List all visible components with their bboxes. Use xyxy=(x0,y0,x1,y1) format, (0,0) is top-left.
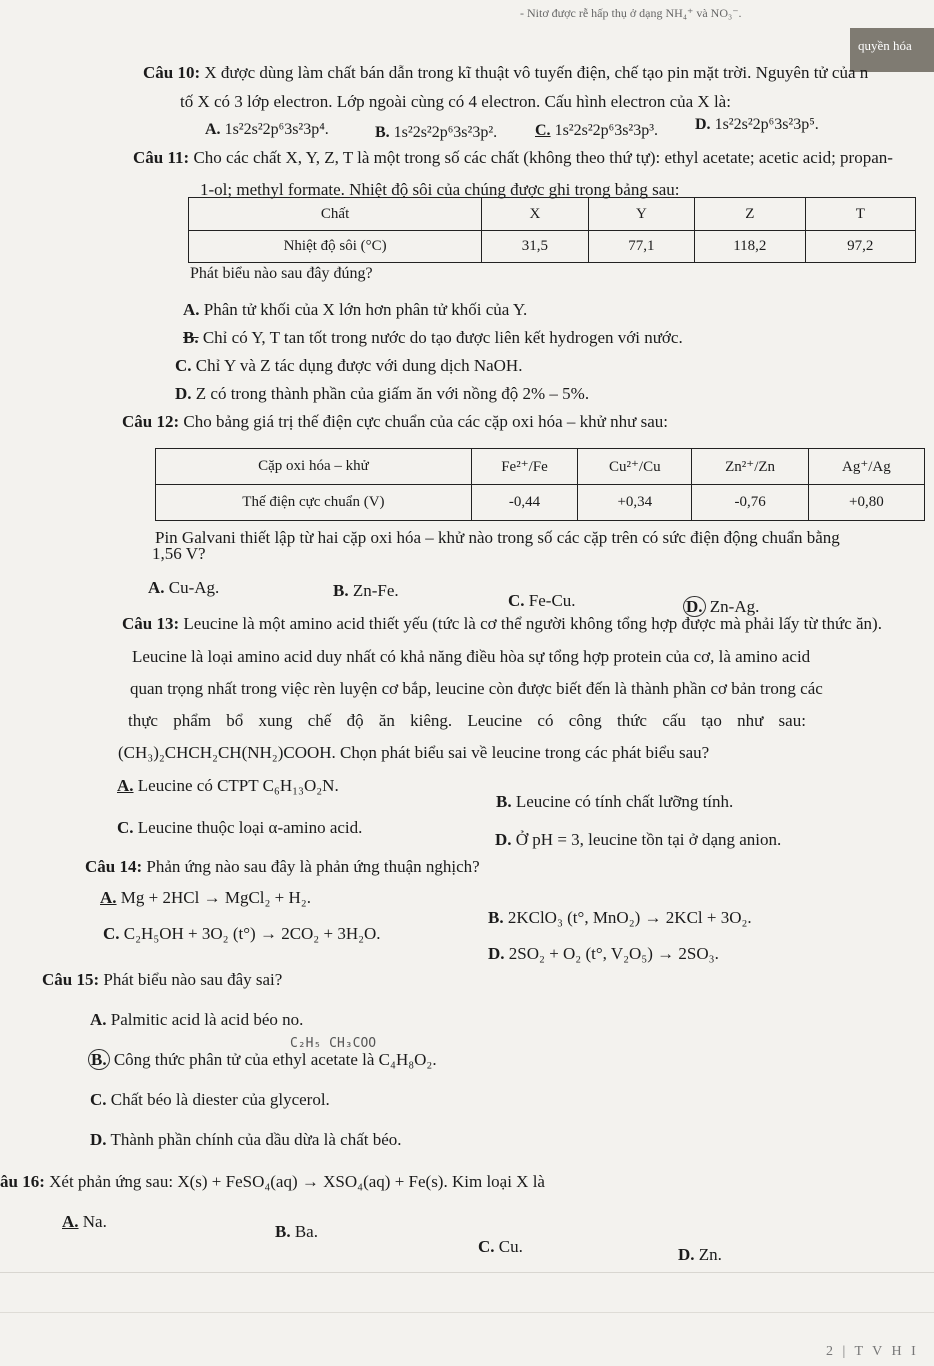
q12-option-c: C. Fe-Cu. xyxy=(508,591,576,610)
q13-text4: thực phẩm bổ xung chế độ ăn kiêng. Leucine có công thức cấu tạo như sau: xyxy=(128,711,806,730)
page-footer-fragment: 2 | T V H I xyxy=(826,1344,919,1359)
table-row-label: Thế điện cực chuẩn (V) xyxy=(156,485,472,521)
q15-option-d: D. Thành phần chính của dầu dừa là chất béo. xyxy=(90,1130,402,1149)
q12-option-a: A. Cu-Ag. xyxy=(148,578,220,597)
q16-option-a: A. Na. xyxy=(62,1212,107,1231)
q16-option-d: D. Zn. xyxy=(678,1245,722,1264)
q11-option-c: C. Chỉ Y và Z tác dụng được với dung dịch NaOH. xyxy=(175,356,523,375)
paper-fold-line xyxy=(0,1312,934,1313)
q15-label: Câu 15: xyxy=(42,970,100,989)
q13-option-d: D. Ở pH = 3, leucine tồn tại ở dạng anion. xyxy=(495,830,782,849)
q15-option-b: B. Công thức phân tử của ethyl acetate là C₄H₈O₂. xyxy=(88,1050,437,1070)
q14-option-b: B. 2KClO₃ (t°, MnO₂) → 2KCl + 3O₂. xyxy=(488,908,752,927)
q15-option-c: C. Chất béo là diester của glycerol. xyxy=(90,1090,330,1109)
table-header: Chất xyxy=(189,198,482,231)
q12-text2: Pin Galvani thiết lập từ hai cặp oxi hóa – khử nào trong số các cặp trên có sức điện động chuẩn bằng xyxy=(155,528,840,547)
q11-option-a: A. Phân tử khối của X lớn hơn phân tử khối của Y. xyxy=(183,300,528,319)
table-header: X xyxy=(482,198,588,231)
q13-text1: Leucine là một amino acid thiết yếu (tức là cơ thể người không tổng hợp được mà phải lấy từ thức ăn). xyxy=(183,614,882,633)
table-row-label: Nhiệt độ sôi (°C) xyxy=(189,231,482,263)
q12-line1 xyxy=(122,412,668,432)
q13-text2: Leucine là loại amino acid duy nhất có khả năng điều hòa sự tổng hợp protein của cơ, là amino acid xyxy=(132,647,811,666)
table-cell: 77,1 xyxy=(588,231,694,263)
q10-label: Câu 10: xyxy=(143,63,201,82)
q16-line1 xyxy=(0,1172,545,1192)
q14-line1 xyxy=(85,857,480,877)
q11-label: Câu 11: xyxy=(133,148,190,167)
q16-option-b: B. Ba. xyxy=(275,1222,318,1241)
q11-text2: 1-ol; methyl formate. Nhiệt độ sôi của chúng được ghi trong bảng sau: xyxy=(200,180,680,199)
table-header: Zn²⁺/Zn xyxy=(692,449,808,485)
q10-option-d: D. 1s²2s²2p⁶3s²3p⁵. xyxy=(695,116,819,133)
table-cell: 118,2 xyxy=(695,231,805,263)
table-cell: +0,80 xyxy=(808,485,924,521)
q12-text3: 1,56 V? xyxy=(152,544,206,563)
q12-label: Câu 12: xyxy=(122,412,180,431)
q10-option-a: A. 1s²2s²2p⁶3s²3p⁴. xyxy=(205,121,329,138)
table-header: Cu²⁺/Cu xyxy=(578,449,692,485)
paper-fold-line xyxy=(0,1272,934,1273)
boiling-point-table xyxy=(188,197,916,263)
q13-label: Câu 13: xyxy=(122,614,180,633)
table-cell: +0,34 xyxy=(578,485,692,521)
q11-text1: Cho các chất X, Y, Z, T là một trong số các chất (không theo thứ tự): ethyl acetate; acetic acid; propan- xyxy=(193,148,893,167)
table-header: Ag⁺/Ag xyxy=(808,449,924,485)
q14-text: Phản ứng nào sau đây là phản ứng thuận nghịch? xyxy=(146,857,480,876)
table-header: Cặp oxi hóa – khử xyxy=(156,449,472,485)
q16-text: Xét phản ứng sau: X(s) + FeSO₄(aq) → XSO₄(aq) + Fe(s). Kim loại X là xyxy=(49,1172,545,1191)
q14-option-c: C. C₂H₅OH + 3O₂ (t°) → 2CO₂ + 3H₂O. xyxy=(103,924,381,943)
q14-option-d: D. 2SO₂ + O₂ (t°, V₂O₅) → 2SO₃. xyxy=(488,944,719,963)
electrode-potential-table xyxy=(155,448,925,521)
q10-option-b: B. 1s²2s²2p⁶3s²3p². xyxy=(375,124,498,141)
q15-line1 xyxy=(42,970,282,990)
q11-line1 xyxy=(133,148,893,168)
q13-text3: quan trọng nhất trong việc rèn luyện cơ bắp, leucine còn được biết đến là thành phần cơ bản trong các xyxy=(130,679,823,698)
handwritten-annotation: C₂H₅ CH₃COO xyxy=(290,1036,377,1051)
q11-option-b: B. Chỉ có Y, T tan tốt trong nước do tạo được liên kết hydrogen với nước. xyxy=(183,328,683,347)
table-cell: -0,76 xyxy=(692,485,808,521)
q14-label: Câu 14: xyxy=(85,857,143,876)
q11-prompt: Phát biểu nào sau đây đúng? xyxy=(190,265,373,282)
q13-option-c: C. Leucine thuộc loại α-amino acid. xyxy=(117,818,363,837)
q13-option-b: B. Leucine có tính chất lưỡng tính. xyxy=(496,792,734,811)
q12-option-d: D. Zn-Ag. xyxy=(683,597,759,617)
header-note: - Nitơ được rễ hấp thụ ở dạng NH₄⁺ và NO₃⁻. xyxy=(520,6,742,20)
table-cell: 97,2 xyxy=(805,231,915,263)
q13-line1 xyxy=(122,614,882,634)
q16-label: âu 16: xyxy=(0,1172,45,1191)
q11-option-d: D. Z có trong thành phần của giấm ăn với nồng độ 2% – 5%. xyxy=(175,384,590,403)
q15-option-a: A. Palmitic acid là acid béo no. xyxy=(90,1010,304,1029)
q16-option-c: C. Cu. xyxy=(478,1237,523,1256)
q12-option-b: B. Zn-Fe. xyxy=(333,581,399,600)
q14-option-a: A. Mg + 2HCl → MgCl₂ + H₂. xyxy=(100,888,311,907)
q10-option-c: C. 1s²2s²2p⁶3s²3p³. xyxy=(535,122,659,139)
q12-text1: Cho bảng giá trị thế điện cực chuẩn của các cặp oxi hóa – khử như sau: xyxy=(183,412,668,431)
table-cell: -0,44 xyxy=(471,485,577,521)
table-cell: 31,5 xyxy=(482,231,588,263)
q15-text: Phát biểu nào sau đây sai? xyxy=(103,970,283,989)
table-header: Fe²⁺/Fe xyxy=(471,449,577,485)
q10-line1 xyxy=(143,63,868,83)
margin-note: quyền hóa xyxy=(858,38,912,53)
q10-text2: tố X có 3 lớp electron. Lớp ngoài cùng có 4 electron. Cấu hình electron của X là: xyxy=(180,92,731,111)
table-header: T xyxy=(805,198,915,231)
q10-text1: X được dùng làm chất bán dẫn trong kĩ thuật vô tuyến điện, chế tạo pin mặt trời. Nguyên tử của n xyxy=(204,63,869,82)
q13-option-a: A. Leucine có CTPT C₆H₁₃O₂N. xyxy=(117,776,339,795)
table-header: Z xyxy=(695,198,805,231)
q13-text5: (CH₃)₂CHCH₂CH(NH₂)COOH. Chọn phát biểu sai về leucine trong các phát biểu sau? xyxy=(118,743,710,762)
table-header: Y xyxy=(588,198,694,231)
